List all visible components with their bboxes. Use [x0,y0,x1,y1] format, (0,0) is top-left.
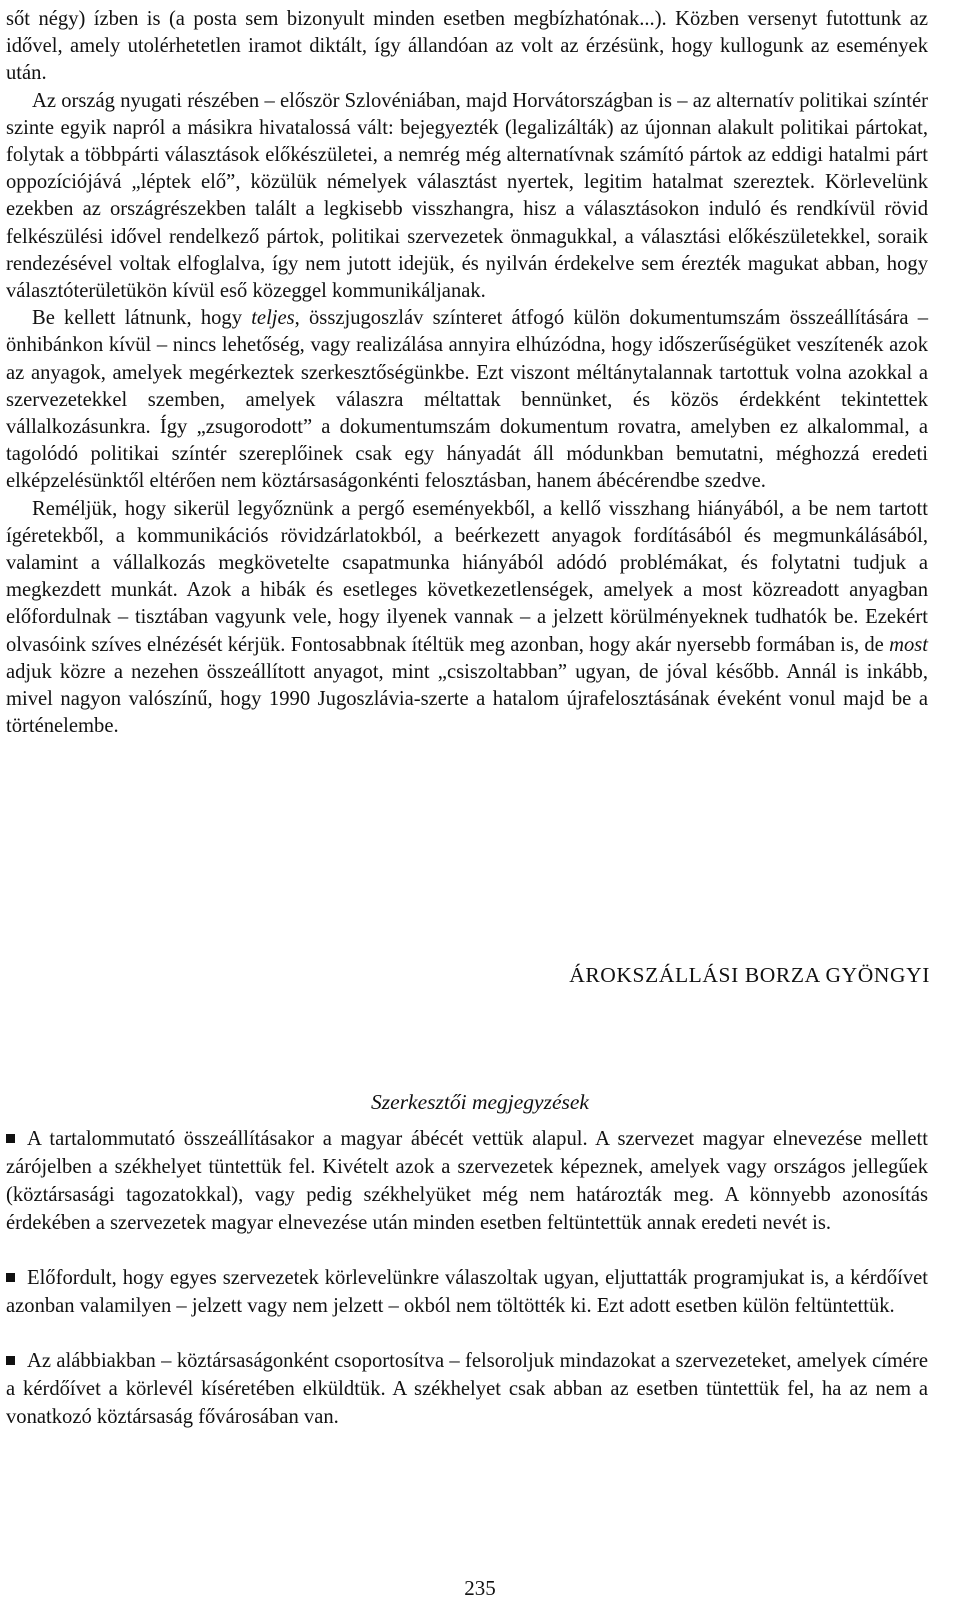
note-text: A tartalommutató összeállításakor a magyar ábécét vettük alapul. A szervezet magyar elnevezése mellett zárójelben a székhelyet tüntettük fel. Kivételt azok a szervezetek képeznek, amelyek vagy országos jellegűek (köztársasági tagozatokkal), vagy pedig székhelyüket még nem határozták meg. A könnyebb azonosítás érdekében a szervezetek magyar elnevezése után minden esetben feltüntettük annak eredeti nevét is. [6,1128,928,1234]
author-signature: ÁROKSZÁLLÁSI BORZA GYÖNGYI [569,963,930,987]
note-text: Az alábbiakban – köztársaságonként csoportosítva – felsoroljuk mindazokat a szervezeteket, amelyek címére a kérdőívet a körlevél kíséretében elküldtük. A székhelyet csak abban az esetben tüntettük fel, ha az nem a vonatkozó köztársaság fővárosában van. [6,1350,928,1428]
square-bullet-icon [6,1273,15,1282]
paragraph: Az ország nyugati részében – először Szlovéniában, majd Horvátországban is – az alternatív politikai színtér szinte egyik napról a másikra hivatalossá vált: bejegyezték (legalizálták) az újonnan alakult politikai pártokat, folytak a többpárti választások előkészületei, a nemrég még alternatívnak számító pártok az eddigi hatalmi párt oppozíciójává „léptek elő”, közülük némelyek választást nyertek, legitim hatalmat szereztek. Körlevelünk ezekben az országrészekben talált a legkisebb visszhangra, hisz a választásokon induló és rendkívül rövid felkészülési idővel rendelkező pártok, politikai szervezetek önmagukkal, a választási előkészületekkel, soraik rendezésével voltak elfoglalva, így nem jutott idejük, és nyilván érdekelve sem érezték magukat abban, hogy választóterületükön kívül eső közeggel kommunikáljanak. [6,89,928,303]
square-bullet-icon [6,1134,15,1143]
emphasis-text: teljes [251,307,295,330]
paragraph-text: Reméljük, hogy sikerül legyőznünk a pergő eseményekből, a kellő visszhang hiányából, a be nem tartott ígéretekből, a kommunikációs rövidzárlatokból, a beérkezett anyagok fordításából és megmunkálásából, valamint a vállalkozás megkövetelte csapatmunka hiányából adódó problémákat, és folytatni tudjuk a megkezdett munkát. Azok a hibák és esetleges következetlenségek, amelyek a most közreadott anyagban előfordulnak – tisztában vagyunk vele, hogy ilyenek vannak – a jelzett körülményeknek tudhatók be. Ezekért olvasóink szíves elnézését kérjük. Fontosabbnak ítéltük meg azonban, hogy akár nyersebb formában is, de [6,497,928,656]
section-title: Szerkesztői megjegyzések [371,1090,589,1114]
paragraph-text: Be kellett látnunk, hogy [32,307,252,330]
emphasis-text: most [889,633,928,656]
paragraph-continuation: sőt négy) ízben is (a posta sem bizonyult minden esetben megbízhatónak...). Közben versenyt futottunk az idővel, amely utolérhetetlen iramot diktált, így állandóan az volt az érzésünk, hogy kullogunk az események után. [6,8,928,85]
paragraph [6,305,928,495]
note-text: Előfordult, hogy egyes szervezetek körlevelünkre válaszoltak ugyan, eljuttatták programjukat is, a kérdőívet azonban valamilyen – jelzett vagy nem jelzett – okból nem töltötték ki. Ezt adott esetben külön feltüntettük. [6,1267,928,1317]
paragraph-text: adjuk közre a nezehen összeállított anyagot, mint „csiszoltabban” ugyan, de jóval később. Annál is inkább, mivel nagyon valószínű, hogy 1990 Jugoszlávia-szerte a hatalom újrafelosztásának éveként vonul majd be a történelembe. [6,660,928,738]
page-number: 235 [464,1576,496,1600]
note-item [6,1125,928,1237]
note-item [6,1347,928,1431]
square-bullet-icon [6,1356,15,1365]
paragraph-text: , összjugoszláv színteret átfogó külön dokumentumszám összeállítására – önhibánkon kívül – nincs lehetőség, vagy realizálása annyira elhúzódna, hogy időszerűségüket veszítenék azok az anyagok, amelyek megérkeztek szerkesztőségünkbe. Ezt viszont méltánytalannak tartottuk volna azokkal a szervezetekkel szemben, amelyek válaszra méltattak bennünket, és közös érdekként tekintettek vállalkozásunkra. Így „zsugorodott” a dokumentumszám dokumentum rovatra, amelyben ez alkalommal, a tagolódó politikai színtér szereplőinek csak egy hányadát áll módunkban bemutatni, méghozzá eredeti elképzelésünktől eltérően nem köztársaságonkénti felosztásban, hanem ábécérendbe szedve. [6,307,929,493]
body-text [6,6,928,740]
paragraph [6,496,928,741]
note-item [6,1264,928,1320]
editorial-notes [6,1125,928,1458]
